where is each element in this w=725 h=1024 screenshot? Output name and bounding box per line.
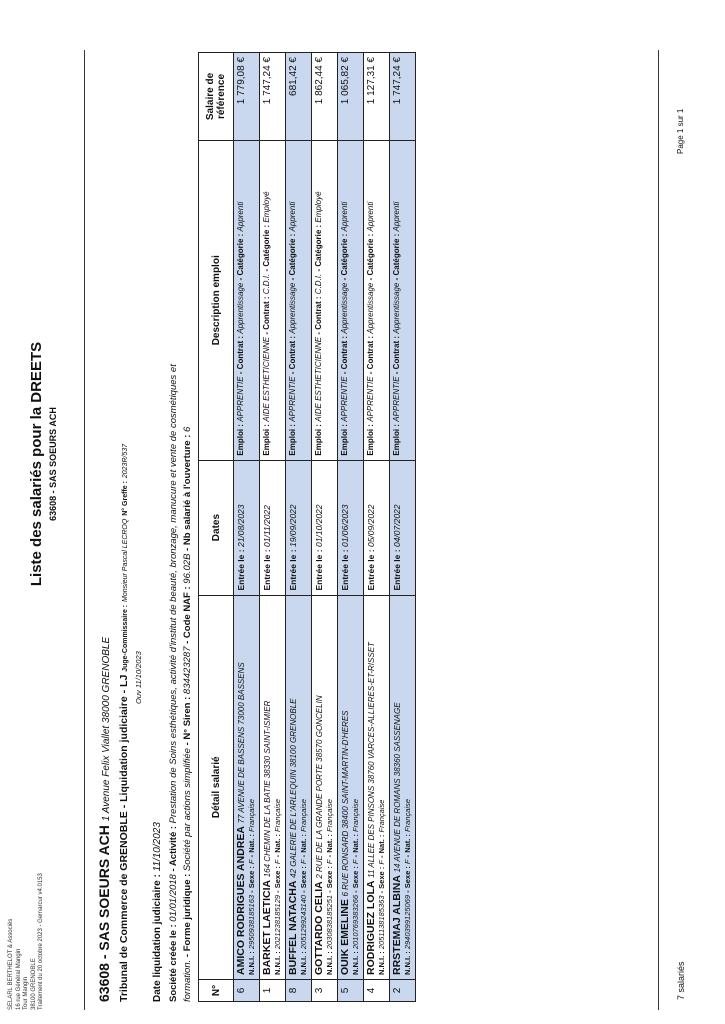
nat-label: - Nat. : xyxy=(273,834,282,858)
nat-value: Française xyxy=(325,799,334,832)
contrat-value: C.D.I. xyxy=(262,273,271,295)
table-row xyxy=(390,53,416,1002)
liquidation-value: 11/10/2023 xyxy=(152,822,163,872)
table-row xyxy=(338,53,364,1002)
nat-value: Française xyxy=(299,799,308,832)
employee-name: RRSTEMAJ ALBINA xyxy=(391,875,403,976)
categorie-label: - Catégorie : xyxy=(262,224,271,272)
nb-label: - Nb salarié à l'ouverture : xyxy=(182,434,193,551)
siren-label: - N° Siren : xyxy=(182,696,193,746)
categorie-label: - Catégorie : xyxy=(392,233,401,281)
reference-salary: 1 747,24 € xyxy=(390,53,416,141)
employee-address: 6 RUE RONSARD 38400 SAINT-MARTIN-D'HERES xyxy=(341,710,350,897)
reference-salary: 1 127,31 € xyxy=(364,53,390,141)
tribunal: Tribunal de Commerce de GRENOBLE - Liquidation judiciaire - LJ xyxy=(118,674,130,1002)
categorie-label: - Catégorie : xyxy=(366,233,375,281)
firm-line: SELARL BERTHELOT & Associés xyxy=(8,918,14,1010)
contrat-value: C.D.I. xyxy=(314,273,323,295)
nni-value: 2021238185129 xyxy=(273,894,282,950)
nat-value: Française xyxy=(403,799,412,832)
row-number: 5 xyxy=(338,980,364,1002)
employee-detail xyxy=(286,595,312,980)
employee-dates xyxy=(260,460,286,595)
employee-name: AMICO RODRIGUES ANDREA xyxy=(235,826,247,976)
activity-label: - Activité : xyxy=(168,825,179,872)
sexe-label: - Sexe : xyxy=(273,866,282,893)
greffe-label: N° Greffe : xyxy=(122,481,129,516)
emploi-value: APPRENTIE xyxy=(340,376,349,422)
nni-label: N.N.I. : xyxy=(403,951,412,976)
entry-date: 19/09/2022 xyxy=(288,504,298,548)
nni-value: 2940399125069 xyxy=(403,894,412,950)
categorie-value: Apprenti xyxy=(366,201,375,232)
emploi-value: APPRENTIE xyxy=(392,376,401,422)
entry-date: 04/07/2022 xyxy=(392,504,402,548)
entry-label: Entrée le : xyxy=(392,549,402,591)
employment-description xyxy=(260,140,286,460)
company-info-line xyxy=(168,52,179,1002)
employee-detail xyxy=(390,595,416,980)
sexe-label: - Sexe : xyxy=(299,866,308,893)
firm-line: 38100 GRENOBLE xyxy=(30,958,37,1010)
contrat-label: - Contrat : xyxy=(392,336,401,375)
table-row xyxy=(234,53,260,1002)
employment-description xyxy=(312,140,338,460)
entry-date: 01/10/2022 xyxy=(314,504,324,548)
top-divider xyxy=(84,50,85,1010)
entry-label: Entrée le : xyxy=(262,549,272,591)
employee-id-line xyxy=(299,799,308,975)
employee-address: 164 CHEMIN DE LA BATIE 38330 SAINT-ISMIER xyxy=(263,700,272,878)
employee-id-line xyxy=(377,800,386,975)
sexe-value: F xyxy=(403,859,412,865)
judge-name: Monsieur Pascal LECROQ xyxy=(122,518,129,602)
nat-label: - Nat. : xyxy=(351,834,360,858)
row-number: 1 xyxy=(260,980,286,1002)
nni-label: N.N.I. : xyxy=(377,951,386,976)
categorie-label: - Catégorie : xyxy=(236,233,245,281)
emploi-value: AIDE ESTHETICIENNE xyxy=(314,336,323,422)
document-subtitle: 63608 - SAS SOEURS ACH xyxy=(48,407,58,521)
employee-address: 11 ALLEE DES PINSONS 38760 VARCES-ALLIERES-ET-RISSET xyxy=(367,642,376,878)
employee-dates xyxy=(364,460,390,595)
employment-description xyxy=(338,140,364,460)
sexe-value: F xyxy=(273,859,282,865)
liquidation-label: Date liquidation judiciaire : xyxy=(152,874,163,1002)
employee-detail xyxy=(260,595,286,980)
siren-value: 834423287 xyxy=(182,646,193,695)
employee-address: 2 RUE DE LA GRANDE PORTE 38570 GONCELIN xyxy=(315,695,324,879)
forme-value: Société par actions simplifiée xyxy=(182,748,193,872)
employee-count: 7 salariés xyxy=(676,961,686,1000)
row-number: 2 xyxy=(390,980,416,1002)
nni-value: 2051138185363 xyxy=(377,895,386,950)
header-detail: Détail salarié xyxy=(199,595,234,980)
contrat-label: - Contrat : xyxy=(262,296,271,335)
created-label: Société créée le : xyxy=(168,924,179,1002)
emploi-value: APPRENTIE xyxy=(366,376,375,422)
contrat-label: - Contrat : xyxy=(340,336,349,375)
categorie-value: Apprenti xyxy=(236,201,245,232)
entry-date: 01/06/2023 xyxy=(340,504,350,548)
company-name: 63608 - SAS SOEURS ACH xyxy=(96,825,112,1002)
emploi-label: Emploi : xyxy=(314,424,323,456)
contrat-label: - Contrat : xyxy=(288,336,297,375)
judge-label: Juge-Commissaire : xyxy=(122,604,129,672)
sexe-label: - Sexe : xyxy=(247,866,256,893)
nat-label: - Nat. : xyxy=(377,834,386,858)
header-desc: Description emploi xyxy=(199,140,234,460)
row-number: 8 xyxy=(286,980,312,1002)
contrat-value: Apprentissage xyxy=(366,282,375,334)
contrat-value: Apprentissage xyxy=(288,282,297,334)
nni-label: N.N.I. : xyxy=(325,951,334,976)
page-number: Page 1 sur 1 xyxy=(676,108,685,154)
nat-label: - Nat. : xyxy=(325,834,334,858)
reference-salary: 1 779,08 € xyxy=(234,53,260,141)
emploi-label: Emploi : xyxy=(366,424,375,456)
company-address: 1 Avenue Felix Viallet 38000 GRENOBLE xyxy=(101,636,112,822)
liquidation-line xyxy=(152,52,163,1002)
table-row xyxy=(286,53,312,1002)
employee-id-line xyxy=(351,799,360,975)
naf-value: 96.02B xyxy=(182,553,193,584)
contrat-value: Apprentissage xyxy=(236,282,245,334)
employment-description xyxy=(286,140,312,460)
sexe-label: - Sexe : xyxy=(325,866,334,893)
employee-address: 14 AVENUE DE ROMANS 38360 SASSENAGE xyxy=(393,702,402,873)
table-row xyxy=(312,53,338,1002)
nni-label: N.N.I. : xyxy=(299,951,308,976)
employment-description xyxy=(390,140,416,460)
employee-detail xyxy=(338,595,364,980)
employee-dates xyxy=(312,460,338,595)
employee-detail xyxy=(312,595,338,980)
sexe-label: - Sexe : xyxy=(403,866,412,893)
categorie-value: Employé xyxy=(314,191,323,223)
nat-value: Française xyxy=(247,799,256,832)
employee-name: OUIK EMELINE xyxy=(339,899,351,976)
entry-label: Entrée le : xyxy=(236,549,246,591)
emploi-label: Emploi : xyxy=(288,424,297,456)
header-salaire-line1: Salaire de xyxy=(205,72,216,121)
categorie-label: - Catégorie : xyxy=(340,233,349,281)
ouverture-date: Ouv 11/10/2023 xyxy=(134,651,143,704)
activity-cont: formation. xyxy=(182,959,193,1002)
employee-dates xyxy=(338,460,364,595)
contrat-value: Apprentissage xyxy=(340,282,349,334)
reference-salary: 1 065,82 € xyxy=(338,53,364,141)
nat-value: Française xyxy=(351,799,360,832)
forme-label: - Forme juridique : xyxy=(182,873,193,958)
created-value: 01/01/2018 xyxy=(168,874,179,922)
entry-label: Entrée le : xyxy=(314,549,324,591)
categorie-value: Apprenti xyxy=(288,201,297,232)
entry-label: Entrée le : xyxy=(366,549,376,591)
emploi-label: Emploi : xyxy=(236,424,245,456)
contrat-label: - Contrat : xyxy=(366,336,375,375)
employees-table xyxy=(198,52,416,1002)
nat-label: - Nat. : xyxy=(403,834,412,858)
employee-detail xyxy=(364,595,390,980)
firm-line: 16 rue Général Mangin xyxy=(15,948,22,1010)
nat-label: - Nat. : xyxy=(247,834,256,858)
nni-label: N.N.I. : xyxy=(273,951,282,976)
sexe-value: F xyxy=(377,860,386,865)
employment-description xyxy=(234,140,260,460)
emploi-label: Emploi : xyxy=(392,424,401,456)
nb-value: 6 xyxy=(182,426,193,432)
nni-value: 2950938185163 xyxy=(247,894,256,950)
categorie-label: - Catégorie : xyxy=(314,224,323,272)
sexe-label: - Sexe : xyxy=(377,866,386,894)
emploi-label: Emploi : xyxy=(262,424,271,456)
table-row xyxy=(364,53,390,1002)
categorie-label: - Catégorie : xyxy=(288,233,297,281)
entry-date: 01/11/2022 xyxy=(262,505,272,548)
sexe-label: - Sexe : xyxy=(351,866,360,893)
document-title: Liste des salariés pour la DREETS xyxy=(28,341,45,587)
categorie-value: Employé xyxy=(262,191,271,223)
employee-detail xyxy=(234,595,260,980)
header-dates: Dates xyxy=(199,460,234,595)
employee-id-line xyxy=(403,799,412,975)
sexe-value: F xyxy=(351,859,360,865)
employee-name: BUFFEL NATACHA xyxy=(287,880,299,976)
greffe-value: 2023R/537 xyxy=(122,443,129,479)
nat-label: - Nat. : xyxy=(299,834,308,858)
reference-salary: 1 862,44 € xyxy=(312,53,338,141)
header-salaire-line2: référence xyxy=(216,73,227,120)
company-info-line-2 xyxy=(182,52,193,1002)
entry-label: Entrée le : xyxy=(340,549,350,591)
contrat-label: - Contrat : xyxy=(314,296,323,335)
contrat-label: - Contrat : xyxy=(236,336,245,375)
employee-id-line xyxy=(325,799,334,975)
activity-value: Prestation de Soins esthétiques, activité d'institut de beauté, bronzage, manucure et vente de cosmétiques et xyxy=(168,364,179,824)
tribunal-line xyxy=(118,52,130,1002)
row-number: 3 xyxy=(312,980,338,1002)
sexe-value: F xyxy=(247,859,256,865)
employee-name: BARKET LAETICIA xyxy=(261,879,273,976)
firm-line: Traitement du 20 octobre 2023 - Gemarcur v4.0153 xyxy=(38,873,45,1010)
employee-dates xyxy=(390,460,416,595)
company-heading xyxy=(96,52,112,1002)
nni-label: N.N.I. : xyxy=(247,951,256,976)
employee-name: GOTTARDO CELIA xyxy=(313,881,325,976)
table-row xyxy=(260,53,286,1002)
emploi-label: Emploi : xyxy=(340,424,349,456)
emploi-value: APPRENTIE xyxy=(236,376,245,422)
entry-date: 05/09/2022 xyxy=(366,504,376,548)
reference-salary: 681,42 € xyxy=(286,53,312,141)
header-num: N° xyxy=(199,980,234,1002)
employee-address: 77 AVENUE DE BASSENS 73000 BASSENS xyxy=(237,662,246,824)
sexe-value: F xyxy=(325,859,334,865)
row-number: 6 xyxy=(234,980,260,1002)
employee-id-line xyxy=(247,799,256,975)
header-salaire xyxy=(199,53,234,141)
employee-address: 42 GALERIE DE L'ARLEQUIN 38100 GRENOBLE xyxy=(289,698,298,878)
nni-value: 2010769383266 xyxy=(351,894,360,950)
employment-description xyxy=(364,140,390,460)
nni-value: 2051299243140 xyxy=(299,894,308,950)
nat-value: Française xyxy=(273,799,282,832)
contrat-value: Apprentissage xyxy=(392,282,401,334)
categorie-value: Apprenti xyxy=(392,201,401,232)
emploi-value: APPRENTIE xyxy=(288,376,297,422)
entry-date: 21/08/2023 xyxy=(236,504,246,548)
employee-dates xyxy=(234,460,260,595)
nni-value: 2030838185251 xyxy=(325,894,334,950)
firm-address-block xyxy=(8,690,46,1010)
emploi-value: AIDE ESTHETICIENNE xyxy=(262,336,271,422)
categorie-value: Apprenti xyxy=(340,201,349,232)
row-number: 4 xyxy=(364,980,390,1002)
employee-id-line xyxy=(273,799,282,975)
table-header-row xyxy=(199,53,234,1002)
entry-label: Entrée le : xyxy=(288,549,298,591)
employee-name: RODRIGUEZ LOLA xyxy=(365,880,377,976)
sexe-value: F xyxy=(299,859,308,865)
bottom-divider xyxy=(658,50,659,1010)
reference-salary: 1 747,24 € xyxy=(260,53,286,141)
employee-dates xyxy=(286,460,312,595)
nni-label: N.N.I. : xyxy=(351,951,360,976)
firm-line: Tour Mangin xyxy=(23,976,30,1010)
naf-label: - Code NAF : xyxy=(182,586,193,644)
nat-value: Française xyxy=(377,799,386,833)
